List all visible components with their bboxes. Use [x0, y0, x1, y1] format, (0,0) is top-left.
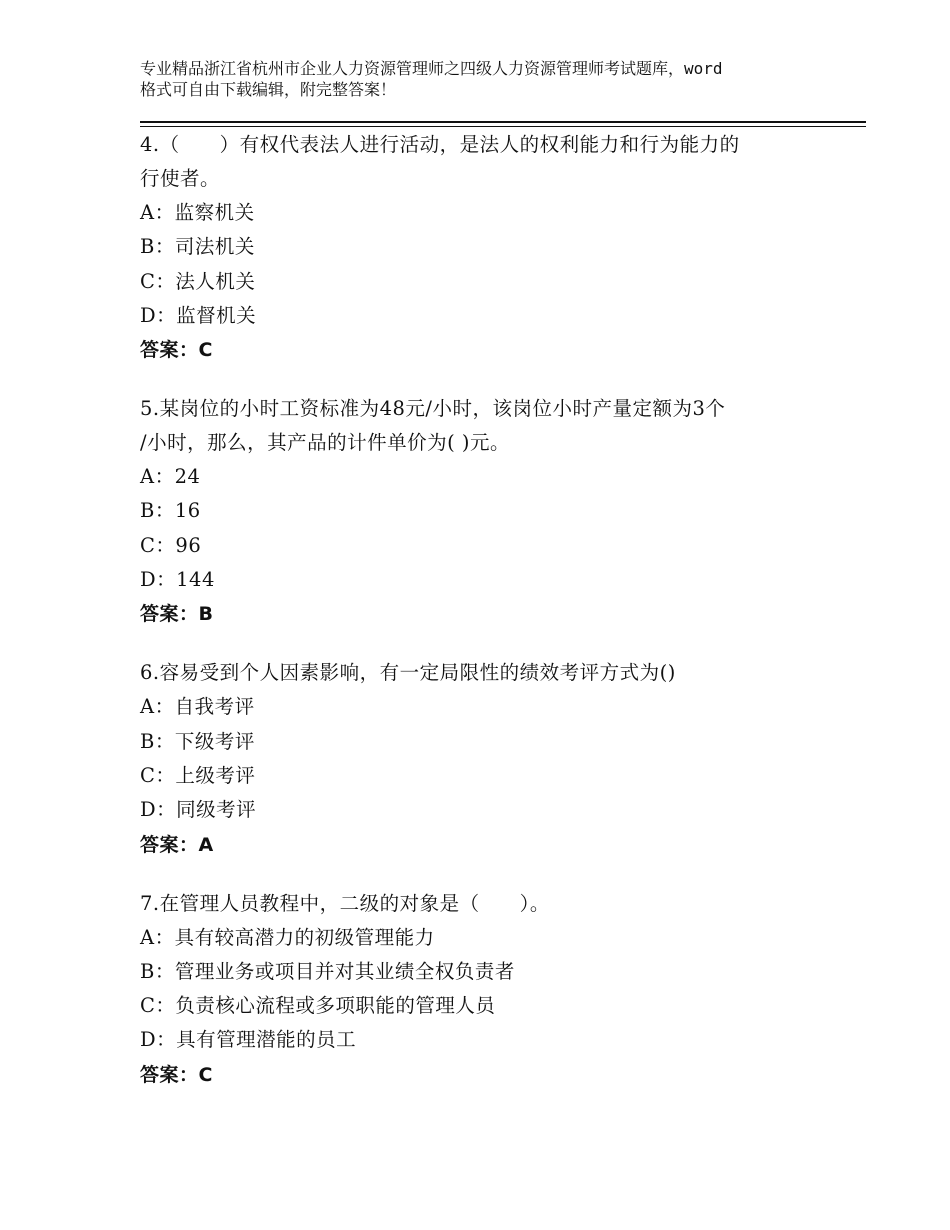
answer [140, 333, 840, 367]
option-c: C：负责核心流程或多项职能的管理人员 [140, 994, 496, 1018]
option-c: C：96 [140, 533, 202, 557]
option-d: D：监督机关 [140, 303, 257, 327]
answer-label: 答案： [140, 833, 199, 856]
question-7 [140, 887, 840, 1092]
header-divider-thick [140, 121, 866, 123]
answer-label: 答案： [140, 1063, 199, 1086]
question-4 [140, 128, 840, 367]
option-a: A：监察机关 [140, 201, 255, 224]
answer-label: 答案： [140, 339, 199, 362]
option-c: C：上级考评 [140, 763, 256, 787]
question-stem-line: 6.容易受到个人因素影响，有一定局限性的绩效考评方式为() [140, 661, 676, 685]
option-d: D：144 [140, 568, 215, 592]
option-a: A：具有较高潜力的初级管理能力 [140, 925, 435, 949]
option-b: B：下级考评 [140, 729, 255, 753]
option-d: D：具有管理潜能的员工 [140, 1028, 357, 1052]
answer-value: B [198, 603, 214, 626]
question-list [140, 128, 840, 1117]
question-6 [140, 656, 840, 861]
option-d: D：同级考评 [140, 798, 257, 822]
question-5 [140, 392, 840, 631]
answer-value: C [198, 1063, 213, 1086]
question-stem-line: 7.在管理人员教程中，二级的对象是（ ）。 [140, 891, 550, 915]
question-stem-line: 4.（ ）有权代表法人进行活动，是法人的权利能力和行为能力的 [140, 133, 740, 156]
answer [140, 828, 840, 862]
option-b: B：管理业务或项目并对其业绩全权负责者 [140, 959, 515, 983]
option-a: A：24 [140, 465, 201, 489]
answer [140, 1058, 840, 1092]
option-a: A：自我考评 [140, 695, 255, 719]
header-divider-thin [140, 126, 866, 127]
answer-label: 答案： [140, 603, 199, 626]
answer-value: C [198, 339, 213, 362]
question-stem-line: 5.某岗位的小时工资标准为48元/小时，该岗位小时产量定额为3个 [140, 397, 726, 421]
option-b: B：16 [140, 499, 201, 523]
question-stem-line: /小时，那么，其产品的计件单价为( )元。 [140, 431, 510, 455]
answer-value: A [198, 833, 214, 856]
question-stem-line: 行使者。 [140, 167, 221, 190]
option-b: B：司法机关 [140, 235, 255, 259]
header-line-1: 专业精品浙江省杭州市企业人力资源管理师之四级人力资源管理师考试题库，word [140, 59, 723, 78]
answer [140, 597, 840, 631]
option-c: C：法人机关 [140, 269, 256, 293]
header-line-2: 格式可自由下载编辑，附完整答案！ [140, 80, 397, 99]
document-header [140, 58, 840, 100]
